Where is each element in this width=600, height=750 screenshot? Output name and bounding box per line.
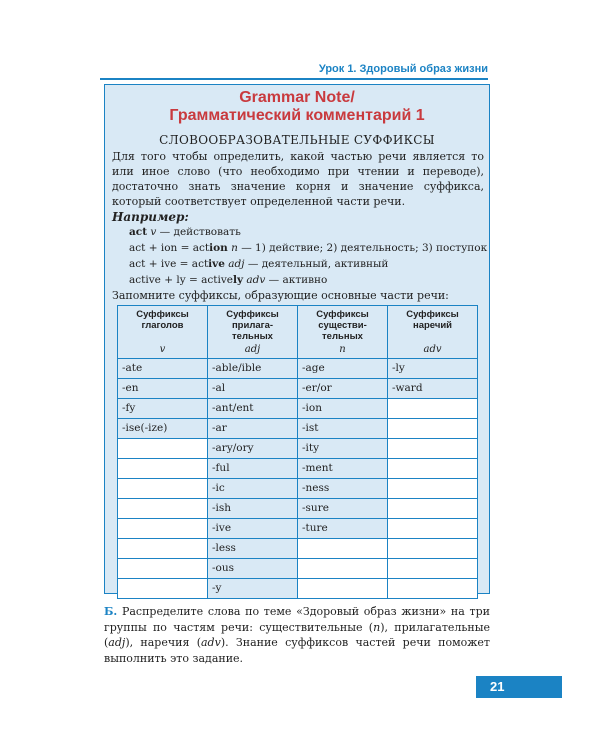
- table-cell: [118, 459, 208, 479]
- page-number: 21: [476, 676, 562, 698]
- table-row: [118, 499, 478, 519]
- table-cell: [388, 499, 478, 519]
- table-row: [118, 379, 478, 399]
- table-cell: -ate: [118, 359, 208, 379]
- table-cell: [118, 579, 208, 599]
- table-cell: -y: [208, 579, 298, 599]
- example-line: act + ive = active adj — деятельный, активный: [129, 258, 389, 270]
- table-cell: [388, 519, 478, 539]
- example-line: act + ion = action n — 1) действие; 2) деятельность; 3) поступок: [129, 242, 488, 254]
- note-title: [105, 89, 489, 125]
- header-verb-suffixes: Суффиксы глаголов v: [118, 306, 208, 359]
- note-title-line2: Грамматический комментарий 1: [169, 107, 425, 124]
- table-cell: [388, 539, 478, 559]
- table-cell: -ar: [208, 419, 298, 439]
- example-line: act v — действовать: [129, 226, 241, 238]
- table-row: [118, 419, 478, 439]
- note-title-line1: Grammar Note/: [239, 89, 355, 106]
- table-cell: [118, 439, 208, 459]
- suffix-table: [117, 305, 478, 599]
- table-cell: -en: [118, 379, 208, 399]
- table-cell: -sure: [298, 499, 388, 519]
- example-line: active + ly = actively adv — активно: [129, 274, 328, 286]
- table-cell: -ly: [388, 359, 478, 379]
- table-cell: [388, 579, 478, 599]
- table-header-row: [118, 306, 478, 359]
- table-cell: -ful: [208, 459, 298, 479]
- task-letter: Б.: [104, 605, 118, 618]
- table-cell: -al: [208, 379, 298, 399]
- table-cell: [388, 399, 478, 419]
- table-cell: -able/ible: [208, 359, 298, 379]
- table-cell: -ive: [208, 519, 298, 539]
- table-cell: -ous: [208, 559, 298, 579]
- table-row: [118, 519, 478, 539]
- table-cell: [118, 539, 208, 559]
- table-row: [118, 479, 478, 499]
- table-row: [118, 559, 478, 579]
- table-cell: -ment: [298, 459, 388, 479]
- remember-text: Запомните суффиксы, образующие основные части речи:: [112, 289, 449, 302]
- table-cell: -ward: [388, 379, 478, 399]
- grammar-note-box: [104, 84, 490, 594]
- table-row: [118, 359, 478, 379]
- header-divider: [100, 78, 488, 80]
- table-cell: -fy: [118, 399, 208, 419]
- table-row: [118, 539, 478, 559]
- table-cell: -age: [298, 359, 388, 379]
- note-subtitle: СЛОВООБРАЗОВАТЕЛЬНЫЕ СУФФИКСЫ: [159, 133, 435, 147]
- header-adjective-suffixes: Суффиксы прилага- тельных adj: [208, 306, 298, 359]
- table-cell: -ic: [208, 479, 298, 499]
- table-cell: [388, 459, 478, 479]
- table-cell: -less: [208, 539, 298, 559]
- table-cell: -ish: [208, 499, 298, 519]
- table-cell: [118, 519, 208, 539]
- table-row: [118, 579, 478, 599]
- task-b: Б. Распределите слова по теме «Здоровый образ жизни» на три группы по частям речи: существительные (n), прилагательные (adj), наречия (adv). Знание суффиксов частей речи поможет выполнить это задание.: [104, 605, 490, 665]
- table-cell: [298, 559, 388, 579]
- table-cell: [388, 479, 478, 499]
- example-heading: Например:: [112, 210, 189, 224]
- table-cell: [298, 539, 388, 559]
- header-noun-suffixes: Суффиксы существи- тельных n: [298, 306, 388, 359]
- table-cell: [118, 499, 208, 519]
- table-cell: -ise(-ize): [118, 419, 208, 439]
- table-cell: [118, 479, 208, 499]
- note-paragraph: Для того чтобы определить, какой частью речи является то или иное слово (что необходимо при чтении и переводе), достаточно знать значение корня и значение суффикса, который соответствует определенной части речи.: [112, 150, 484, 208]
- table-cell: [118, 559, 208, 579]
- table-cell: [388, 559, 478, 579]
- table-cell: -ist: [298, 419, 388, 439]
- header-adverb-suffixes: Суффиксы наречий adv: [388, 306, 478, 359]
- lesson-title: Урок 1. Здоровый образ жизни: [318, 63, 488, 75]
- table-cell: -er/or: [298, 379, 388, 399]
- table-row: [118, 459, 478, 479]
- table-cell: -ity: [298, 439, 388, 459]
- table-row: [118, 439, 478, 459]
- table-cell: -ary/ory: [208, 439, 298, 459]
- table-cell: [388, 419, 478, 439]
- table-cell: [388, 439, 478, 459]
- table-row: [118, 399, 478, 419]
- table-cell: -ant/ent: [208, 399, 298, 419]
- table-cell: -ion: [298, 399, 388, 419]
- table-cell: [298, 579, 388, 599]
- table-cell: -ture: [298, 519, 388, 539]
- table-cell: -ness: [298, 479, 388, 499]
